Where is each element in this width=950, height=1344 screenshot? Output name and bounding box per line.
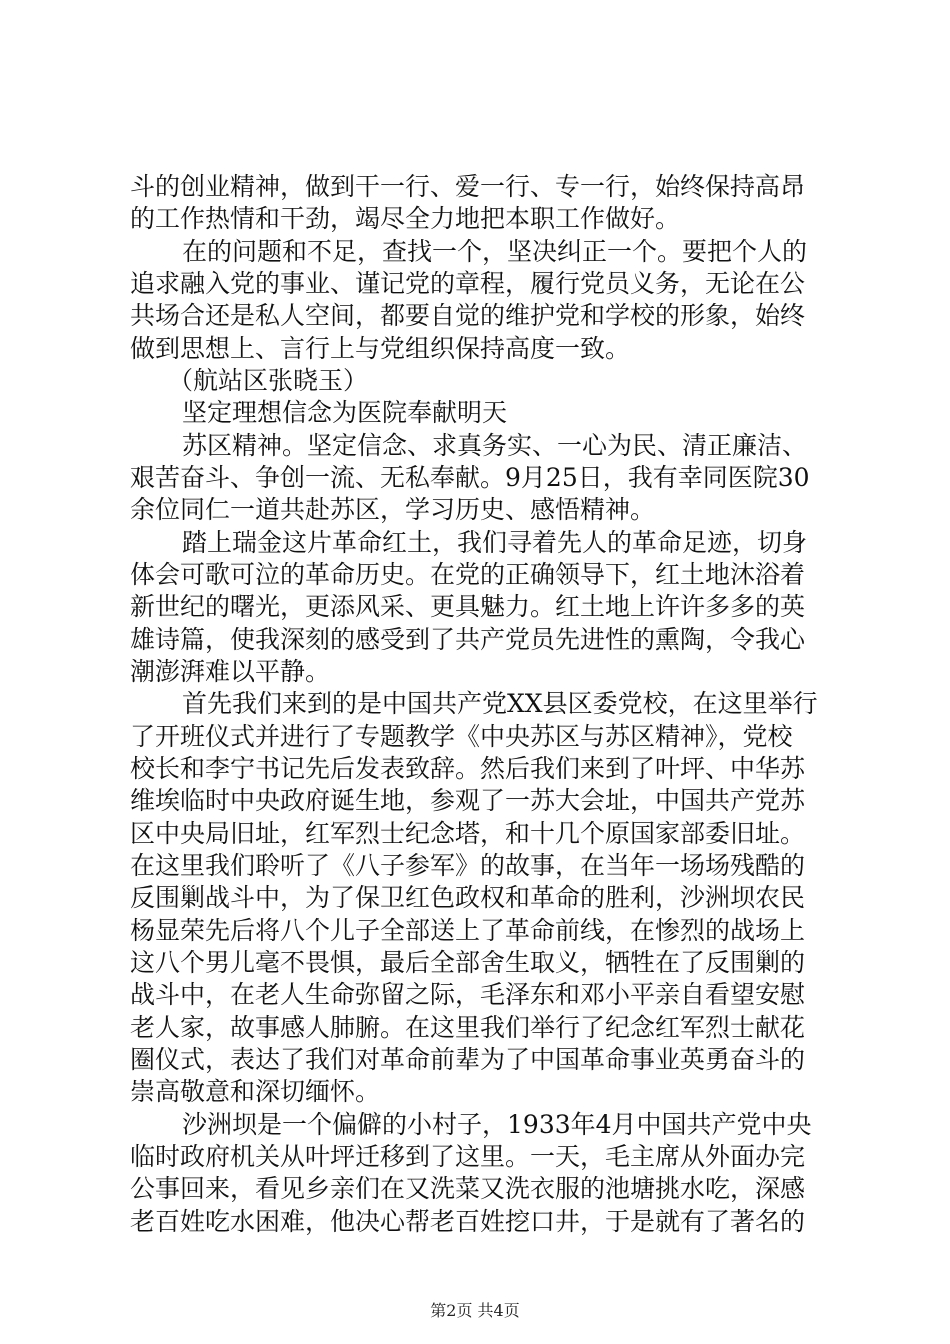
text-line: 踏上瑞金这片革命红土，我们寻着先人的革命足迹，切身 [182,528,808,557]
text-line: 战斗中，在老人生命弥留之际，毛泽东和邓小平亲自看望安慰 [130,980,806,1009]
text-line: 老百姓吃水困难，他决心帮老百姓挖口井，于是就有了著名的 [130,1207,806,1236]
text-line: 了开班仪式并进行了专题教学《中央苏区与苏区精神》，党校 [130,722,793,751]
text-line: 区中央局旧址，红军烈士纪念塔，和十几个原国家部委旧址。 [130,819,806,848]
author-line: （航站区张晓玉） [168,366,369,395]
text-line: 崇高敬意和深切缅怀。 [130,1077,381,1106]
text-line: 这八个男儿毫不畏惧，最后全部舍生取义，牺牲在了反围剿的 [130,948,806,977]
section-title: 坚定理想信念为医院奉献明天 [182,398,508,427]
text-line: 的工作热情和干劲，竭尽全力地把本职工作做好。 [130,204,681,233]
text-line: 在的问题和不足，查找一个，坚决纠正一个。要把个人的 [182,237,808,266]
text-line: 临时政府机关从叶坪迁移到了这里。一天，毛主席从外面办完 [130,1142,806,1171]
text-line: 新世纪的曙光，更添风采、更具魅力。红土地上许许多多的英 [130,592,806,621]
text-line: 雄诗篇，使我深刻的感受到了共产党员先进性的熏陶，令我心 [130,625,806,654]
text-line: 公事回来，看见乡亲们在又洗菜又洗衣服的池塘挑水吃，深感 [130,1174,806,1203]
text-line: 首先我们来到的是中国共产党XX县区委党校，在这里举行 [182,689,818,718]
text-line: 校长和李宁书记先后发表致辞。然后我们来到了叶坪、中华苏 [130,754,806,783]
text-line: 潮澎湃难以平静。 [130,657,331,686]
text-line: 在这里我们聆听了《八子参军》的故事，在当年一场场残酷的 [130,851,806,880]
text-line: 杨显荣先后将八个儿子全部送上了革命前线，在惨烈的战场上 [130,916,806,945]
text-line: 艰苦奋斗、争创一流、无私奉献。9月25日，我有幸同医院30 [130,463,810,492]
page-number-footer: 第2页 共4页 [430,1301,520,1320]
text-line: 斗的创业精神，做到干一行、爱一行、专一行，始终保持高昂 [130,172,806,201]
text-line: 共场合还是私人空间，都要自觉的维护党和学校的形象，始终 [130,301,806,330]
text-line: 圈仪式，表达了我们对革命前辈为了中国革命事业英勇奋斗的 [130,1045,806,1074]
text-line: 反围剿战斗中，为了保卫红色政权和革命的胜利，沙洲坝农民 [130,883,806,912]
text-line: 维埃临时中央政府诞生地，参观了一苏大会址，中国共产党苏 [130,786,806,815]
text-line: 做到思想上、言行上与党组织保持高度一致。 [130,334,631,363]
text-line: 沙洲坝是一个偏僻的小村子，1933年4月中国共产党中央 [182,1110,812,1139]
text-line: 余位同仁一道共赴苏区，学习历史、感悟精神。 [130,495,656,524]
text-line: 追求融入党的事业、谨记党的章程，履行党员义务，无论在公 [130,269,806,298]
text-line: 体会可歌可泣的革命历史。在党的正确领导下，红土地沐浴着 [130,560,806,589]
text-line: 老人家，故事感人肺腑。在这里我们举行了纪念红军烈士献花 [130,1013,806,1042]
text-line: 苏区精神。坚定信念、求真务实、一心为民、清正廉洁、 [182,431,808,460]
